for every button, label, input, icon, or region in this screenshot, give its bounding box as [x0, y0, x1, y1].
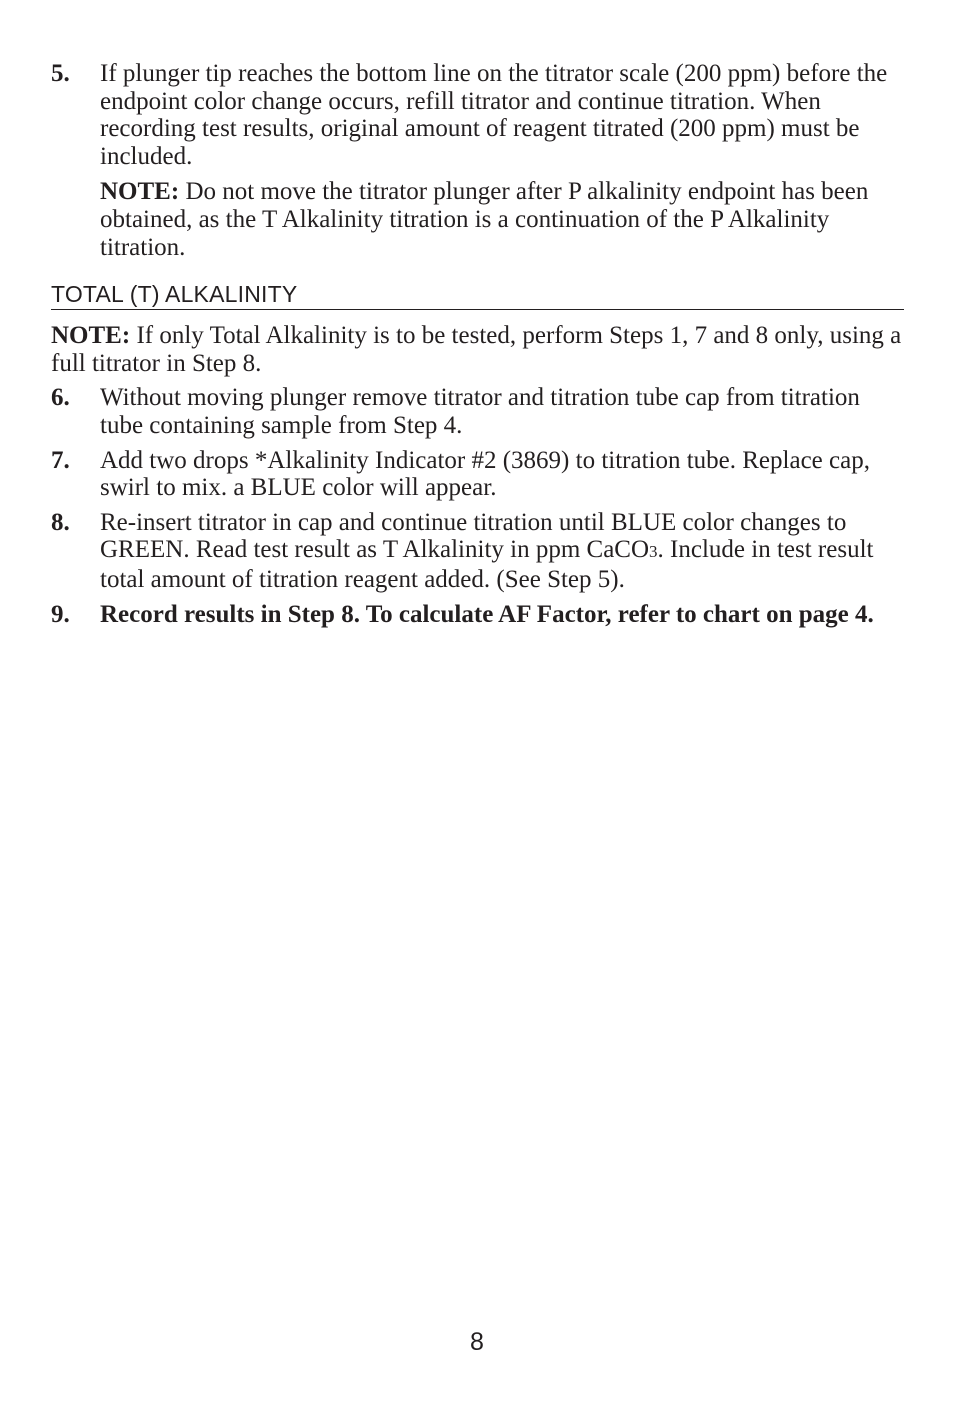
document-page [51, 60, 904, 635]
step-5 [51, 60, 904, 170]
step-number: 7. [51, 446, 70, 474]
section-note [51, 322, 904, 377]
step-7 [51, 447, 904, 502]
step-9 [51, 601, 904, 629]
step-number: 6. [51, 384, 70, 412]
step-text: If plunger tip reaches the bottom line on the titrator scale (200 ppm) before the endpoint color change occurs, refill titrator and continue titration. When recording test results, original amount of reagent titrated (200 ppm) must be included. [100, 60, 888, 170]
step-text: Add two drops *Alkalinity Indicator #2 (3869) to titration tube. Replace cap, swirl to mix. a BLUE color will appear. [100, 446, 870, 502]
note-label: NOTE: [100, 178, 180, 206]
step-text-part: Re-insert titrator in cap and continue titration until BLUE color changes to GREEN. Read test result as T Alkalinity in ppm CaCO [100, 508, 847, 564]
note-text: Do not move the titrator plunger after P alkalinity endpoint has been obtained, as the T Alkalinity titration is a continuation of the P Alkalinity titration. [100, 178, 869, 261]
step-text: Record results in Step 8. To calculate AF Factor, refer to chart on page 4. [100, 600, 874, 628]
note-text: If only Total Alkalinity is to be tested, perform Steps 1, 7 and 8 only, using a full titrator in Step 8. [51, 322, 902, 377]
step-8 [51, 509, 904, 594]
step-6 [51, 384, 904, 439]
step-number: 8. [51, 508, 70, 536]
page-number: 8 [470, 1328, 484, 1356]
section-heading: TOTAL (T) ALKALINITY [51, 279, 904, 310]
subscript-3: 3 [649, 542, 658, 562]
step-number: 9. [51, 600, 70, 628]
step-5-note [51, 178, 904, 261]
step-text [100, 509, 904, 594]
step-number: 5. [51, 60, 70, 87]
step-text: Without moving plunger remove titrator and titration tube cap from titration tube containing sample from Step 4. [100, 384, 860, 439]
step-text-part: . Include in test result total amount of titration reagent added. (See Step 5). [100, 536, 874, 593]
note-label: NOTE: [51, 322, 131, 350]
